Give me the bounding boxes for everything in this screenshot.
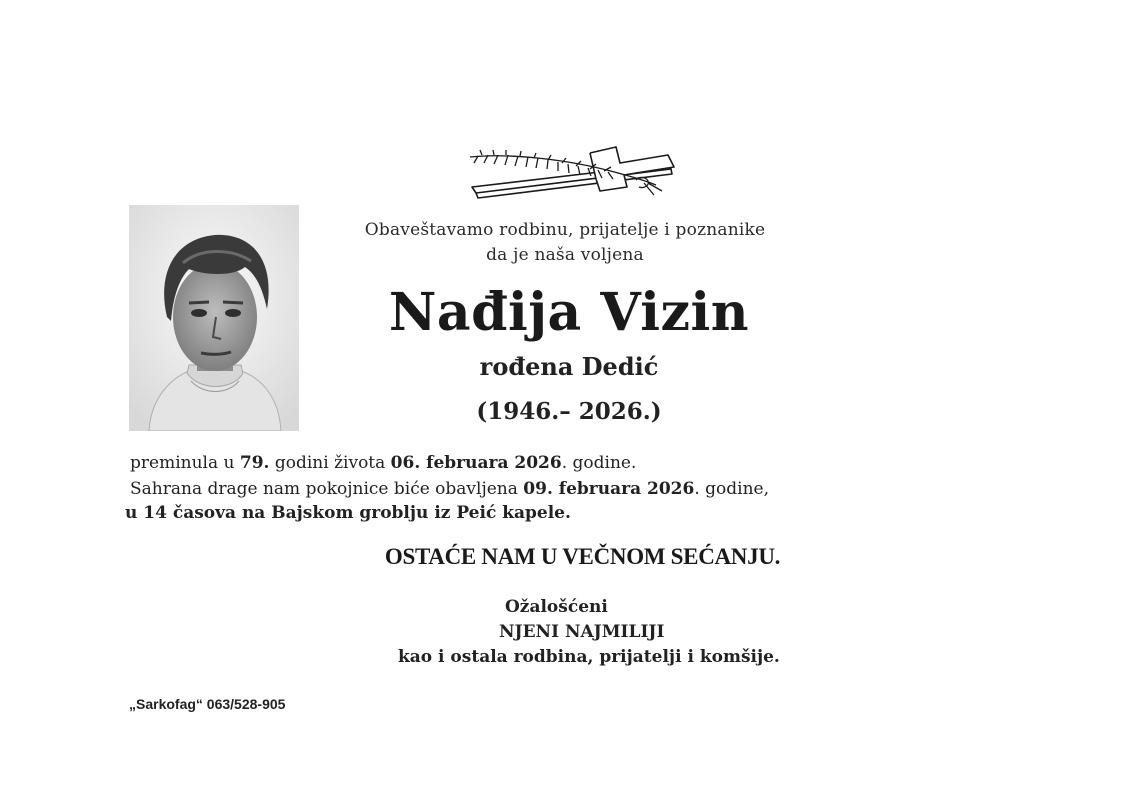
death-info-middle: godini života bbox=[269, 453, 391, 473]
intro-line-1: Obaveštavamo rodbinu, prijatelje i poznanike bbox=[364, 220, 766, 240]
intro-line-2: da je naša voljena bbox=[486, 245, 644, 265]
funeral-location-line: u 14 časova na Bajskom groblju iz Peić kapele. bbox=[125, 503, 571, 523]
signature-line-3: kao i ostala rodbina, prijatelji i komšije. bbox=[398, 647, 780, 667]
death-age: 79. bbox=[239, 453, 270, 473]
signature-line-1: Ožalošćeni bbox=[505, 597, 608, 617]
death-info-prefix: preminula u bbox=[130, 453, 240, 473]
funeral-date: 09. februara 2026 bbox=[523, 479, 695, 499]
life-years: (1946.– 2026.) bbox=[476, 398, 662, 425]
funeral-info-prefix: Sahrana drage nam pokojnice biće obavljena bbox=[130, 479, 524, 499]
funeral-info-line bbox=[130, 479, 769, 499]
maiden-name: rođena Dedić bbox=[479, 352, 659, 381]
remembrance-line: OSTAĆE NAM U VEČNOM SEĆANJU. bbox=[384, 544, 781, 569]
signature-line-2: NJENI NAJMILIJI bbox=[499, 622, 665, 642]
funeral-info-suffix: . godine, bbox=[694, 479, 770, 499]
cross-icon bbox=[468, 143, 680, 201]
portrait-photo bbox=[129, 205, 299, 431]
death-date: 06. februara 2026 bbox=[390, 453, 562, 473]
death-info-line bbox=[130, 453, 636, 473]
deceased-name: Nađija Vizin bbox=[388, 282, 750, 343]
funeral-agency-contact: „Sarkofag“ 063/528-905 bbox=[129, 696, 286, 712]
death-info-suffix: . godine. bbox=[561, 453, 637, 473]
